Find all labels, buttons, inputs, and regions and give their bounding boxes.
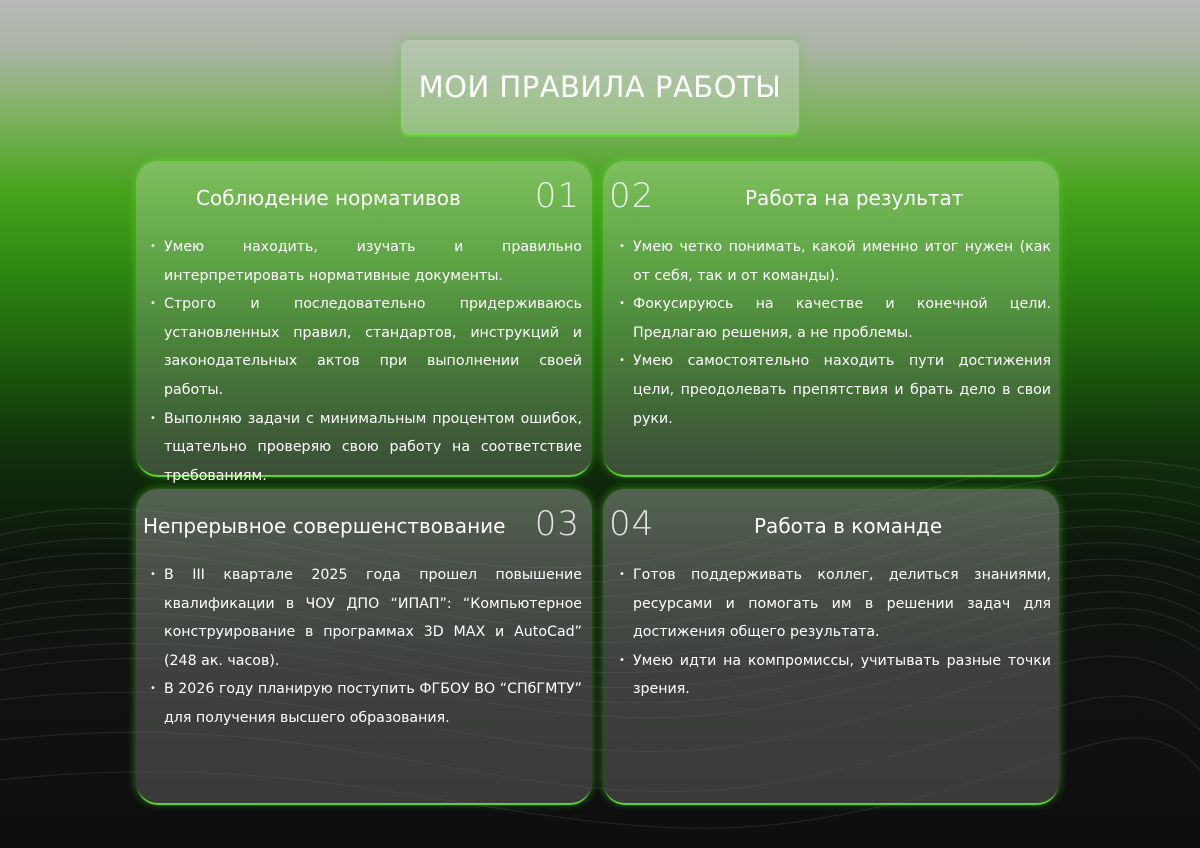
- list-item: • Умею находить, изучать и правильно интерпретировать нормативные документы.: [150, 233, 582, 290]
- card-number: 01: [534, 176, 580, 216]
- list-item: • Выполняю задачи с минимальным процентом ошибок, тщательно проверяю свою работу на соответствие требованиям.: [150, 405, 582, 491]
- page-title: МОИ ПРАВИЛА РАБОТЫ: [418, 70, 782, 104]
- card-standards: [136, 161, 592, 484]
- card-title: Непрерывное совершенствование: [143, 514, 506, 538]
- list-item: • В III квартале 2025 года прошел повышение квалификации в ЧОУ ДПО “ИПАП”: “Компьютерное конструирование в программах 3D MAX и AutoCad” (248 ак. часов).: [150, 561, 582, 675]
- card-improvement: [136, 489, 592, 803]
- list-item: • Умею самостоятельно находить пути достижения цели, преодолевать препятствия и брать дело в свои руки.: [619, 347, 1051, 433]
- card-list: [150, 561, 582, 733]
- card-number: 02: [609, 176, 655, 216]
- list-item: • В 2026 году планирую поступить ФГБОУ ВО “СПбГМТУ” для получения высшего образования.: [150, 675, 582, 732]
- card-title: Работа на результат: [745, 186, 964, 210]
- card-title: Соблюдение нормативов: [196, 186, 461, 210]
- card-number: 04: [609, 504, 655, 544]
- card-results: [603, 161, 1059, 475]
- title-banner: [401, 40, 799, 134]
- list-item: • Готов поддерживать коллег, делиться знаниями, ресурсами и помогать им в решении задач для достижения общего результата.: [619, 561, 1051, 647]
- card-number: 03: [534, 504, 580, 544]
- list-item: • Умею четко понимать, какой именно итог нужен (как от себя, так и от команды).: [619, 233, 1051, 290]
- card-list: [619, 233, 1051, 433]
- card-list: [150, 233, 582, 490]
- list-item: • Строго и последовательно придерживаюсь установленных правил, стандартов, инструкций и законодательных актов при выполнении своей работы.: [150, 290, 582, 404]
- card-teamwork: [603, 489, 1059, 803]
- card-list: [619, 561, 1051, 704]
- list-item: • Фокусируюсь на качестве и конечной цели. Предлагаю решения, а не проблемы.: [619, 290, 1051, 347]
- list-item: • Умею идти на компромиссы, учитывать разные точки зрения.: [619, 647, 1051, 704]
- card-title: Работа в команде: [754, 514, 943, 538]
